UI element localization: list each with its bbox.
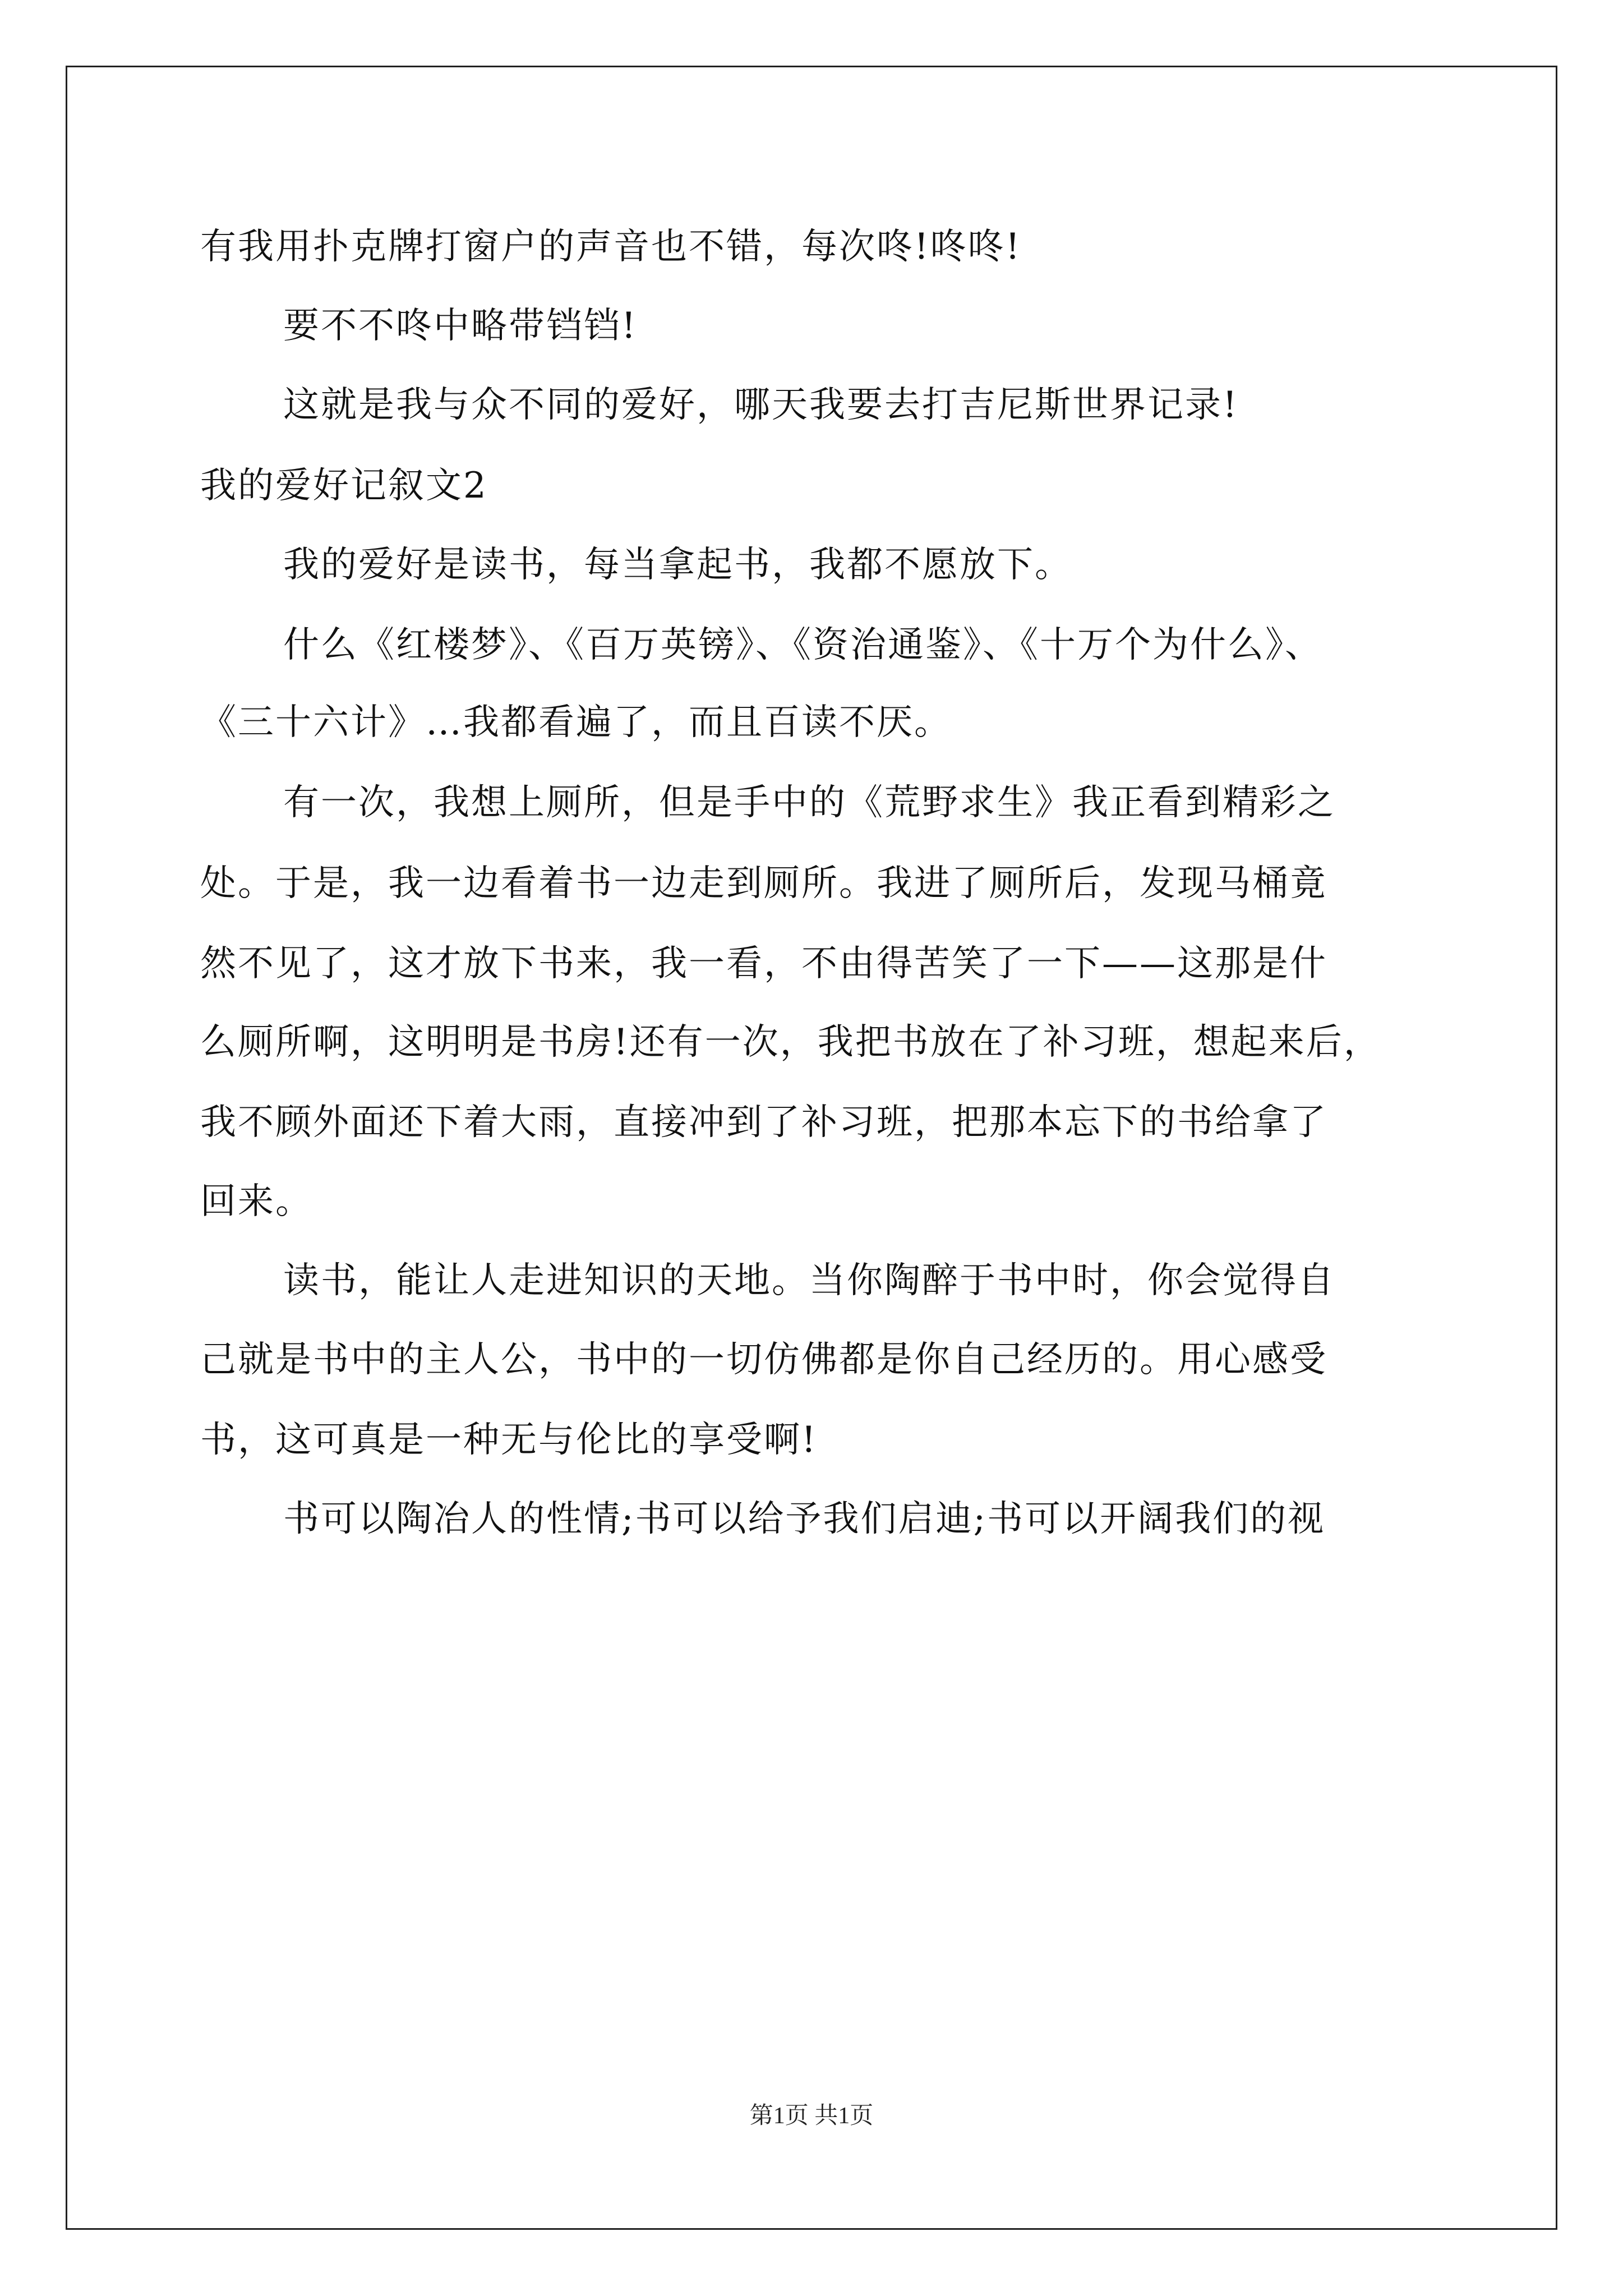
body-line: 处。于是，我一边看着书一边走到厕所。我进了厕所后，发现马桶竟 xyxy=(200,863,1327,904)
body-line: 读书，能让人走进知识的天地。当你陶醉于书中时，你会觉得自 xyxy=(283,1260,1335,1301)
body-line: 什么《红楼梦》、《百万英镑》、《资治通鉴》、《十万个为什么》、 xyxy=(283,624,1322,666)
body-line: 有我用扑克牌打窗户的声音也不错，每次咚!咚咚! xyxy=(200,226,1022,268)
body-line: 书，这可真是一种无与伦比的享受啊! xyxy=(200,1419,818,1461)
section-heading: 我的爱好记叙文2 xyxy=(200,465,488,507)
body-line: 回来。 xyxy=(200,1181,313,1222)
body-line: 我的爱好是读书，每当拿起书，我都不愿放下。 xyxy=(283,544,1072,586)
body-line: 《三十六计》…我都看遍了，而且百读不厌。 xyxy=(200,702,952,743)
body-line: 这就是我与众不同的爱好，哪天我要去打吉尼斯世界记录! xyxy=(283,384,1239,426)
body-line: 么厕所啊，这明明是书房!还有一次，我把书放在了补习班，想起来后， xyxy=(200,1022,1381,1063)
body-line: 己就是书中的主人公，书中的一切仿佛都是你自己经历的。用心感受 xyxy=(200,1339,1327,1381)
body-line: 我不顾外面还下着大雨，直接冲到了补习班，把那本忘下的书给拿了 xyxy=(200,1102,1327,1143)
body-line: 书可以陶冶人的性情;书可以给予我们启迪;书可以开阔我们的视 xyxy=(283,1498,1326,1540)
body-line: 然不见了，这才放下书来，我一看，不由得苦笑了一下——这那是什 xyxy=(200,943,1327,984)
body-line: 有一次，我想上厕所，但是手中的《荒野求生》我正看到精彩之 xyxy=(283,782,1335,823)
page-number-footer: 第1页 共1页 xyxy=(749,2103,874,2129)
body-line: 要不不咚中略带铛铛! xyxy=(283,305,638,347)
